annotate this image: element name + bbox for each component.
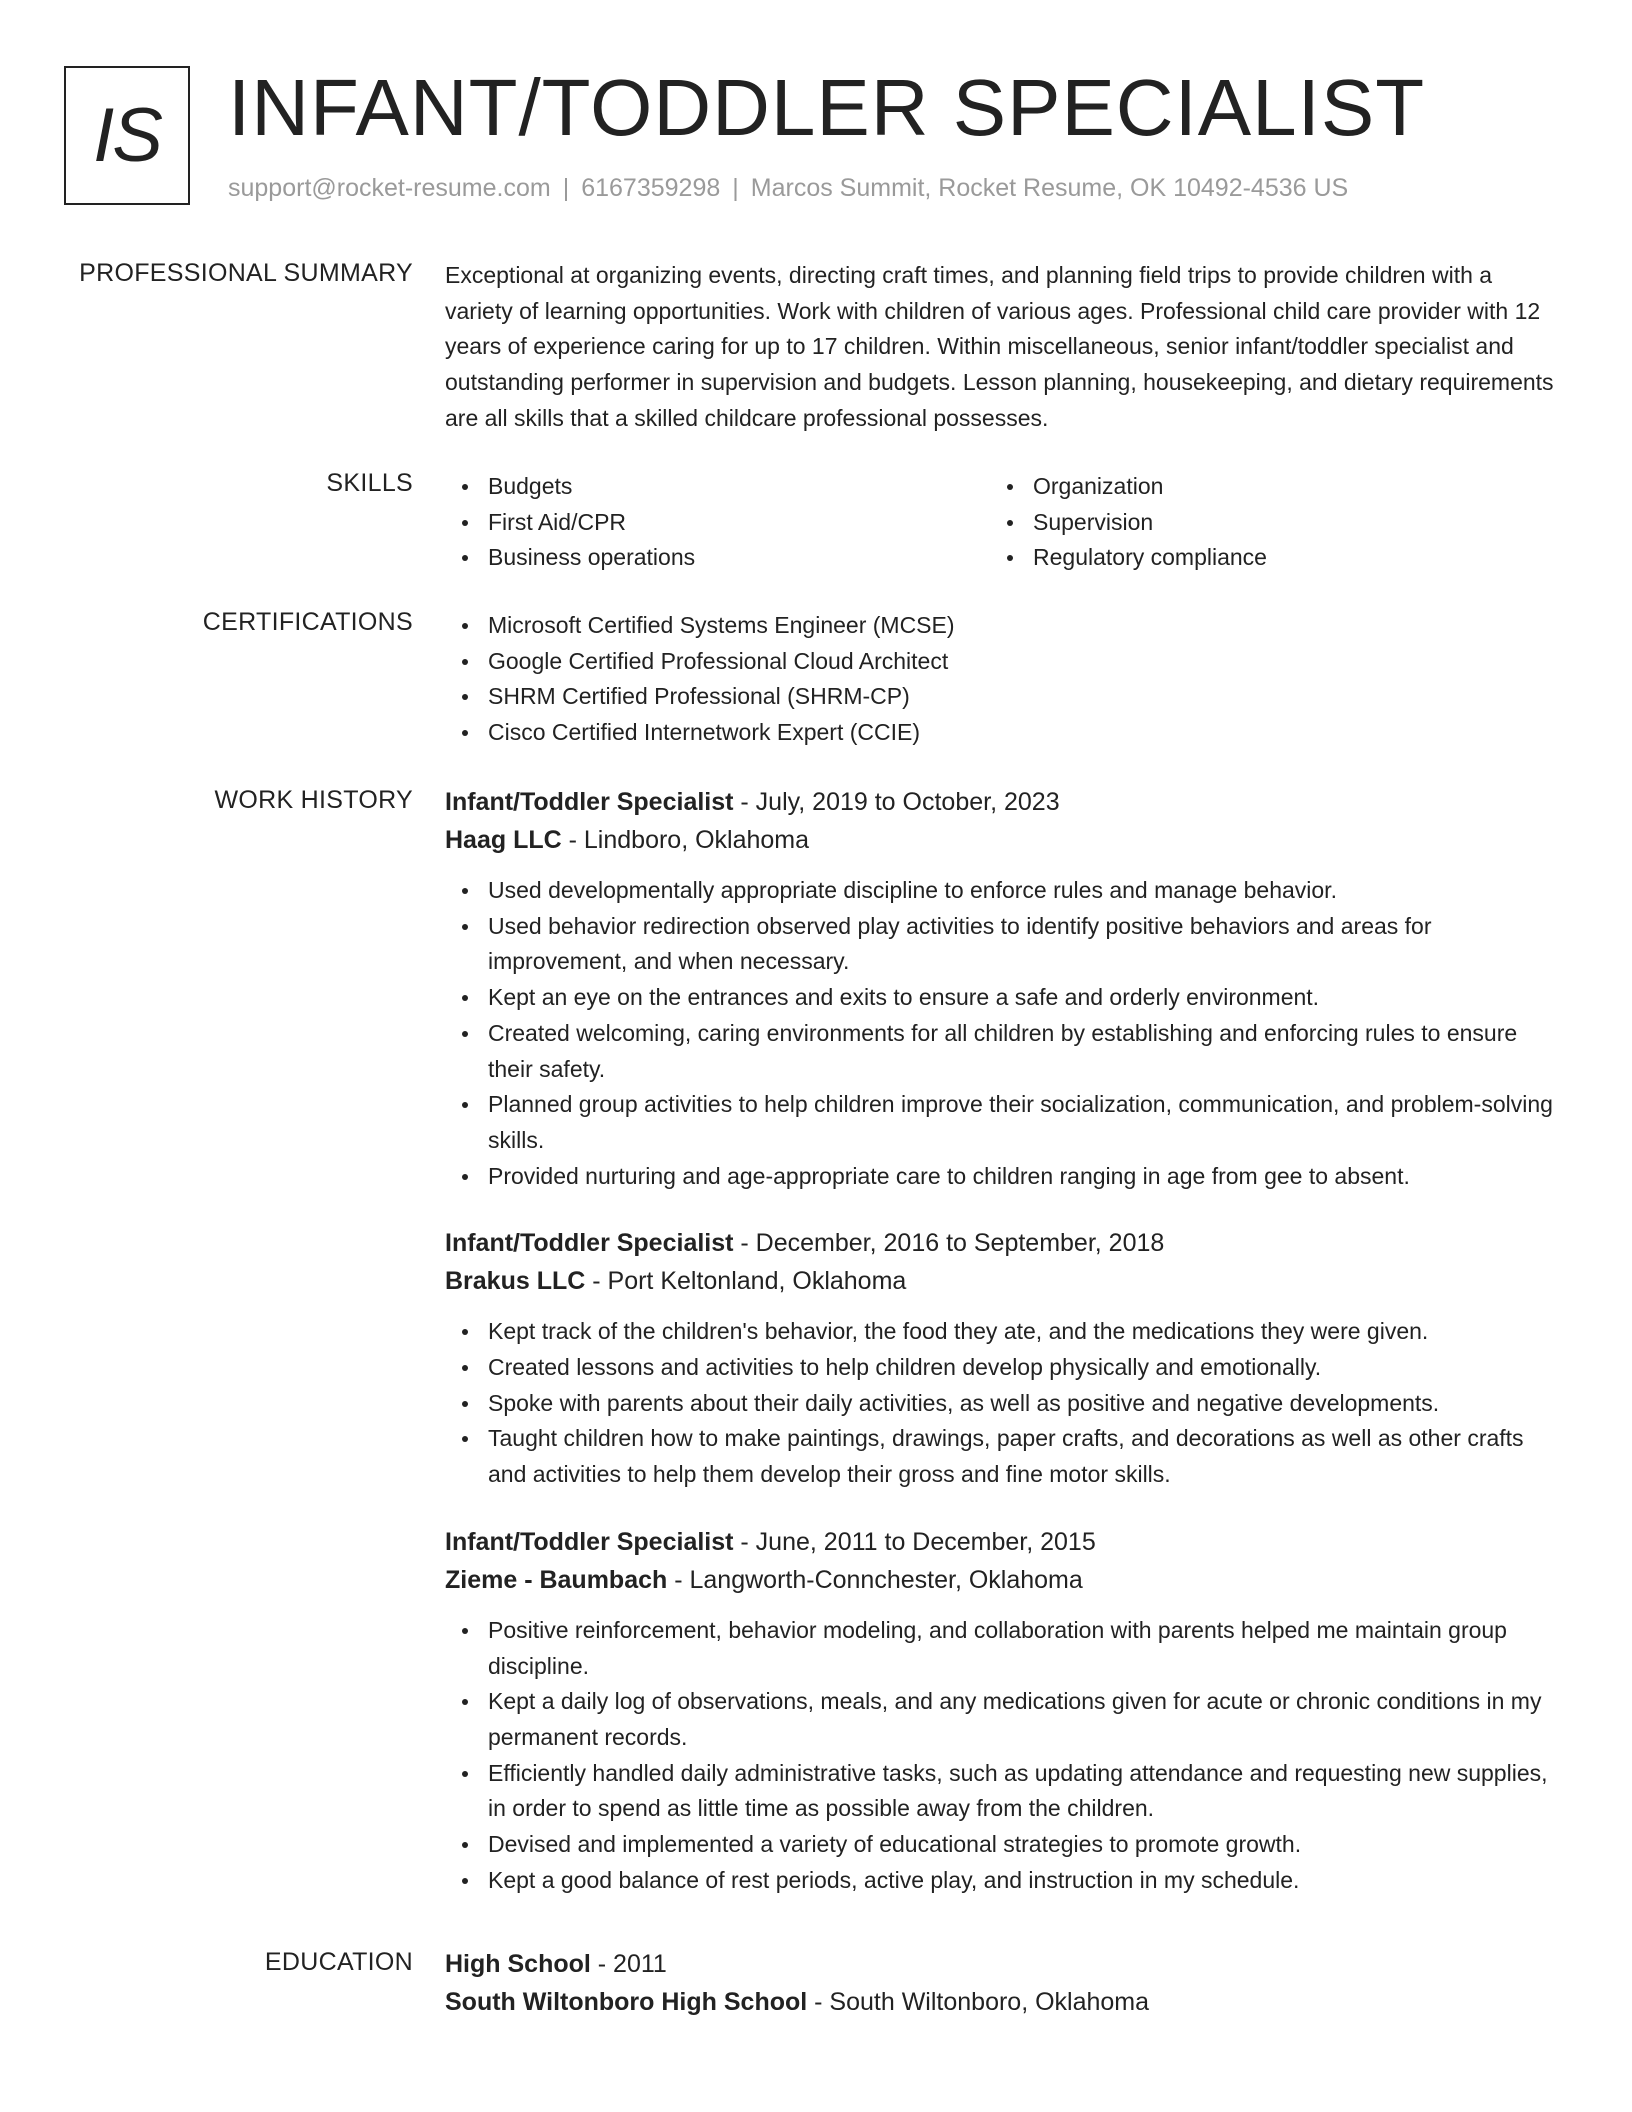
certification-item: Google Certified Professional Cloud Architect (445, 644, 1565, 680)
section-label-summary: PROFESSIONAL SUMMARY (79, 259, 413, 287)
section-label-work-history: WORK HISTORY (214, 786, 413, 814)
education-location: - South Wiltonboro, Oklahoma (807, 1988, 1150, 2016)
job-bullets (445, 1613, 1565, 1899)
job-bullet: Spoke with parents about their daily activities, as well as positive and negative developments. (445, 1386, 1565, 1422)
contact-email[interactable]: support@rocket-resume.com (228, 174, 551, 202)
contact-separator: | (732, 174, 739, 202)
job-title: Infant/Toddler Specialist (445, 1527, 734, 1556)
skills-list-right (990, 469, 1535, 576)
job-bullet: Efficiently handled daily administrative tasks, such as updating attendance and requesting new supplies, in order to spend as little time as possible away from the children. (445, 1756, 1565, 1827)
job-bullet: Planned group activities to help children improve their socialization, communication, and problem-solving skills. (445, 1087, 1565, 1158)
section-label-education: EDUCATION (264, 1948, 413, 1976)
job-dates: - June, 2011 to December, 2015 (733, 1527, 1096, 1556)
job-company-line (445, 1561, 1565, 1599)
job-title: Infant/Toddler Specialist (445, 1229, 734, 1258)
skill-item: Supervision (990, 505, 1535, 541)
job-bullet: Kept an eye on the entrances and exits to ensure a safe and orderly environment. (445, 980, 1565, 1016)
certification-item: Cisco Certified Internetwork Expert (CCIE) (445, 715, 1565, 751)
skills-list-left (445, 469, 990, 576)
job-entry (445, 1523, 1565, 1899)
education-degree: High School (445, 1950, 591, 1978)
skill-item: First Aid/CPR (445, 505, 990, 541)
certifications-content (445, 608, 1565, 751)
job-company: Brakus LLC (445, 1267, 586, 1296)
certification-item: SHRM Certified Professional (SHRM-CP) (445, 679, 1565, 715)
job-bullets (445, 1314, 1565, 1493)
contact-separator: | (562, 174, 570, 202)
job-title-line (445, 1224, 1565, 1262)
job-company-line (445, 821, 1565, 859)
job-bullet: Provided nurturing and age-appropriate care to children ranging in age from gee to absent. (445, 1159, 1565, 1195)
job-location: - Langworth-Connchester, Oklahoma (667, 1565, 1083, 1594)
job-bullet: Kept a daily log of observations, meals, and any medications given for acute or chronic conditions in my permanent records. (445, 1684, 1565, 1755)
job-bullet: Used behavior redirection observed play activities to identify positive behaviors and areas for improvement, and when necessary. (445, 909, 1565, 980)
education-year: - 2011 (590, 1950, 667, 1978)
summary-content (445, 258, 1565, 437)
job-bullet: Used developmentally appropriate discipline to enforce rules and manage behavior. (445, 873, 1565, 909)
skill-item: Regulatory compliance (990, 540, 1535, 576)
summary-text: Exceptional at organizing events, directing craft times, and planning field trips to provide children with a variety of learning opportunities. Work with children of various ages. Professional child care provider with 12 years of experience caring for up to 17 children. Within miscellaneous, senior infant/toddler specialist and outstanding performer in supervision and budgets. Lesson planning, housekeeping, and dietary requirements are all skills that a skilled childcare professional possesses. (445, 262, 1554, 431)
contact-address: Marcos Summit, Rocket Resume, OK 10492-4536 US (750, 174, 1349, 202)
job-bullets (445, 873, 1565, 1194)
job-bullet: Kept a good balance of rest periods, active play, and instruction in my schedule. (445, 1863, 1565, 1899)
section-label-certifications: CERTIFICATIONS (202, 608, 413, 636)
job-location: - Lindboro, Oklahoma (561, 826, 810, 854)
skills-grid (445, 469, 1565, 576)
education-school-line (445, 1983, 1565, 2021)
skills-content (445, 469, 1565, 576)
work-history-content (445, 783, 1565, 1928)
contact-line (228, 174, 1348, 203)
job-company: Haag LLC (445, 826, 562, 854)
job-bullet: Positive reinforcement, behavior modeling, and collaboration with parents helped me maintain group discipline. (445, 1613, 1565, 1684)
job-bullet: Created welcoming, caring environments for all children by establishing and enforcing rules to ensure their safety. (445, 1016, 1565, 1087)
education-school: South Wiltonboro High School (445, 1988, 808, 2016)
job-bullet: Devised and implemented a variety of educational strategies to promote growth. (445, 1827, 1565, 1863)
education-degree-line (445, 1945, 1565, 1983)
job-bullet: Taught children how to make paintings, drawings, paper crafts, and decorations as well as other crafts and activities to help them develop their gross and fine motor skills. (445, 1421, 1565, 1492)
job-company: Zieme - Baumbach (445, 1565, 668, 1594)
skill-item: Organization (990, 469, 1535, 505)
skill-item: Business operations (445, 540, 990, 576)
job-bullet: Created lessons and activities to help children develop physically and emotionally. (445, 1350, 1565, 1386)
job-entry (445, 783, 1565, 1194)
job-dates: - July, 2019 to October, 2023 (733, 788, 1060, 816)
job-location: - Port Keltonland, Oklahoma (585, 1267, 907, 1296)
job-dates: - December, 2016 to September, 2018 (733, 1229, 1165, 1258)
job-title: Infant/Toddler Specialist (445, 788, 734, 816)
certifications-list (445, 608, 1565, 751)
monogram-logo: IS (64, 66, 190, 205)
certification-item: Microsoft Certified Systems Engineer (MCSE) (445, 608, 1565, 644)
job-bullet: Kept track of the children's behavior, the food they ate, and the medications they were given. (445, 1314, 1565, 1350)
resume-header (64, 63, 1564, 211)
section-label-skills: SKILLS (326, 469, 413, 497)
job-company-line (445, 1262, 1565, 1300)
job-title-line (445, 783, 1565, 821)
contact-phone[interactable]: 6167359298 (581, 174, 721, 202)
job-title-line (445, 1523, 1565, 1561)
job-entry (445, 1224, 1565, 1493)
skill-item: Budgets (445, 469, 990, 505)
candidate-title: INFANT/TODDLER SPECIALIST (228, 63, 1426, 152)
education-content (445, 1945, 1565, 2021)
